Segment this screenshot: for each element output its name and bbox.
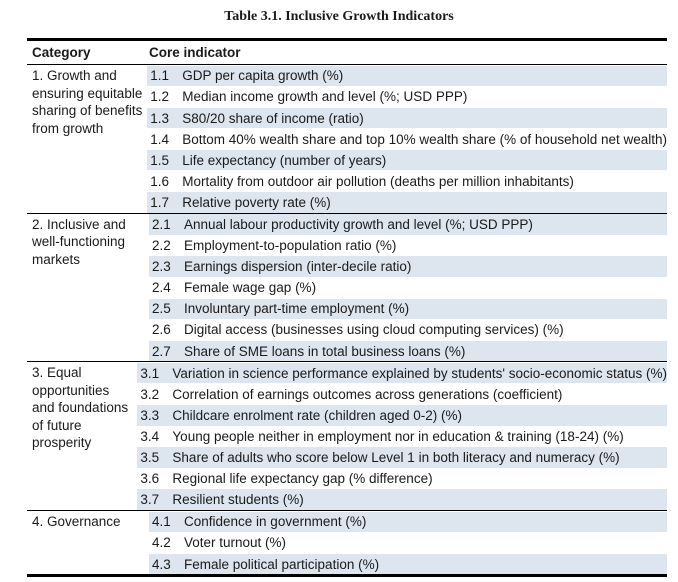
table-row [147,108,667,129]
category-group [27,65,667,214]
table-row [149,278,667,299]
indicator-number: 1.4 [150,131,169,147]
indicator-number: 1.6 [150,173,169,189]
indicator-number: 4.1 [152,514,171,530]
indicator-number: 3.7 [140,492,160,508]
table-row [149,341,667,362]
indicator-number: 3.1 [140,365,160,381]
table-header [27,41,667,65]
table-row [137,468,667,489]
indicator-text: Employment-to-population ratio (%) [184,238,397,254]
table-row [137,426,667,447]
indicator-list [147,65,667,213]
table-row [137,363,667,384]
indicator-number: 3.5 [140,450,160,466]
indicator-number: 1.2 [150,89,169,105]
indicator-text: Variation in science performance explained by students' socio-economic status (%) [172,365,667,381]
indicator-text: Relative poverty rate (%) [182,194,331,210]
indicator-number: 2.7 [152,343,171,359]
indicator-list [137,362,667,510]
indicator-text: S80/20 share of income (ratio) [182,110,364,126]
table-body [27,65,667,574]
indicator-list [149,511,667,574]
indicator-number: 1.5 [150,152,169,168]
table-row [147,192,667,213]
table-row [137,405,667,426]
indicator-number: 3.6 [140,471,160,487]
indicator-text: Share of adults who score below Level 1 in both literacy and numeracy (%) [172,450,620,466]
table-row [137,447,667,468]
indicator-number: 1.3 [150,110,169,126]
indicator-text: Life expectancy (number of years) [182,152,387,168]
table-row [147,150,667,171]
indicator-text: GDP per capita growth (%) [182,68,344,84]
table-row [149,533,667,554]
table-row [149,554,667,575]
header-core-indicator: Core indicator [149,45,241,60]
indicator-text: Confidence in government (%) [184,514,367,530]
indicator-number: 2.1 [152,217,171,232]
category-label: 2. Inclusive and well-functioning markets [32,216,126,267]
indicator-text: Childcare enrolment rate (children aged 0-2) (%) [172,407,463,423]
table-row [147,171,667,192]
bottom-rule [27,574,667,577]
indicator-text: Voter turnout (%) [184,535,287,551]
indicator-number: 1.1 [150,68,169,84]
indicator-text: Median income growth and level (%; USD PPP) [182,89,468,105]
category-group [27,511,667,574]
indicator-text: Correlation of earnings outcomes across generations (coefficient) [172,386,563,402]
category-group [27,362,667,511]
indicator-number: 2.3 [152,259,171,275]
indicator-number: 4.2 [152,535,171,551]
table-row [149,512,667,533]
indicator-number: 3.2 [140,386,160,402]
indicator-number: 2.5 [152,301,171,317]
table-row [137,489,667,510]
category-label: 1. Growth and ensuring equitable sharing of benefits from growth [32,68,143,136]
header-category: Category [32,45,91,60]
indicator-text: Mortality from outdoor air pollution (deaths per million inhabitants) [182,173,574,189]
indicator-number: 3.3 [140,407,160,423]
indicator-text: Regional life expectancy gap (% difference) [172,471,433,487]
indicator-number: 2.6 [152,322,171,338]
table-title: Table 3.1. Inclusive Growth Indicators [224,9,454,24]
indicator-number: 1.7 [150,194,169,210]
indicator-number: 4.3 [152,556,171,572]
indicator-text: Female political participation (%) [184,556,380,572]
indicator-text: Earnings dispersion (inter-decile ratio) [184,259,412,275]
indicator-text: Female wage gap (%) [184,280,317,296]
indicator-text: Digital access (businesses using cloud computing services) (%) [184,322,564,338]
indicator-number: 2.2 [152,238,171,254]
table-row [149,256,667,277]
table-row [149,214,667,235]
indicators-table [27,38,667,577]
indicator-text: Involuntary part-time employment (%) [184,301,410,317]
indicator-text: Share of SME loans in total business loans (%) [184,343,466,359]
indicator-list [149,214,667,362]
indicator-text: Annual labour productivity growth and level (%; USD PPP) [184,217,533,232]
table-row [149,299,667,320]
indicator-number: 3.4 [140,428,160,444]
category-label: 3. Equal opportunities and foundations of future prosperity [32,365,129,451]
category-group [27,214,667,363]
table-row [149,320,667,341]
table-row [147,66,667,87]
table-row [137,384,667,405]
table-row [147,87,667,108]
indicator-text: Bottom 40% wealth share and top 10% wealth share (% of household net wealth) [182,131,667,147]
indicator-text: Resilient students (%) [172,492,304,508]
indicator-text: Young people neither in employment nor in education & training (18-24) (%) [172,428,624,444]
table-row [149,235,667,256]
category-label: 4. Governance [32,513,121,529]
indicator-number: 2.4 [152,280,171,296]
table-row [147,129,667,150]
